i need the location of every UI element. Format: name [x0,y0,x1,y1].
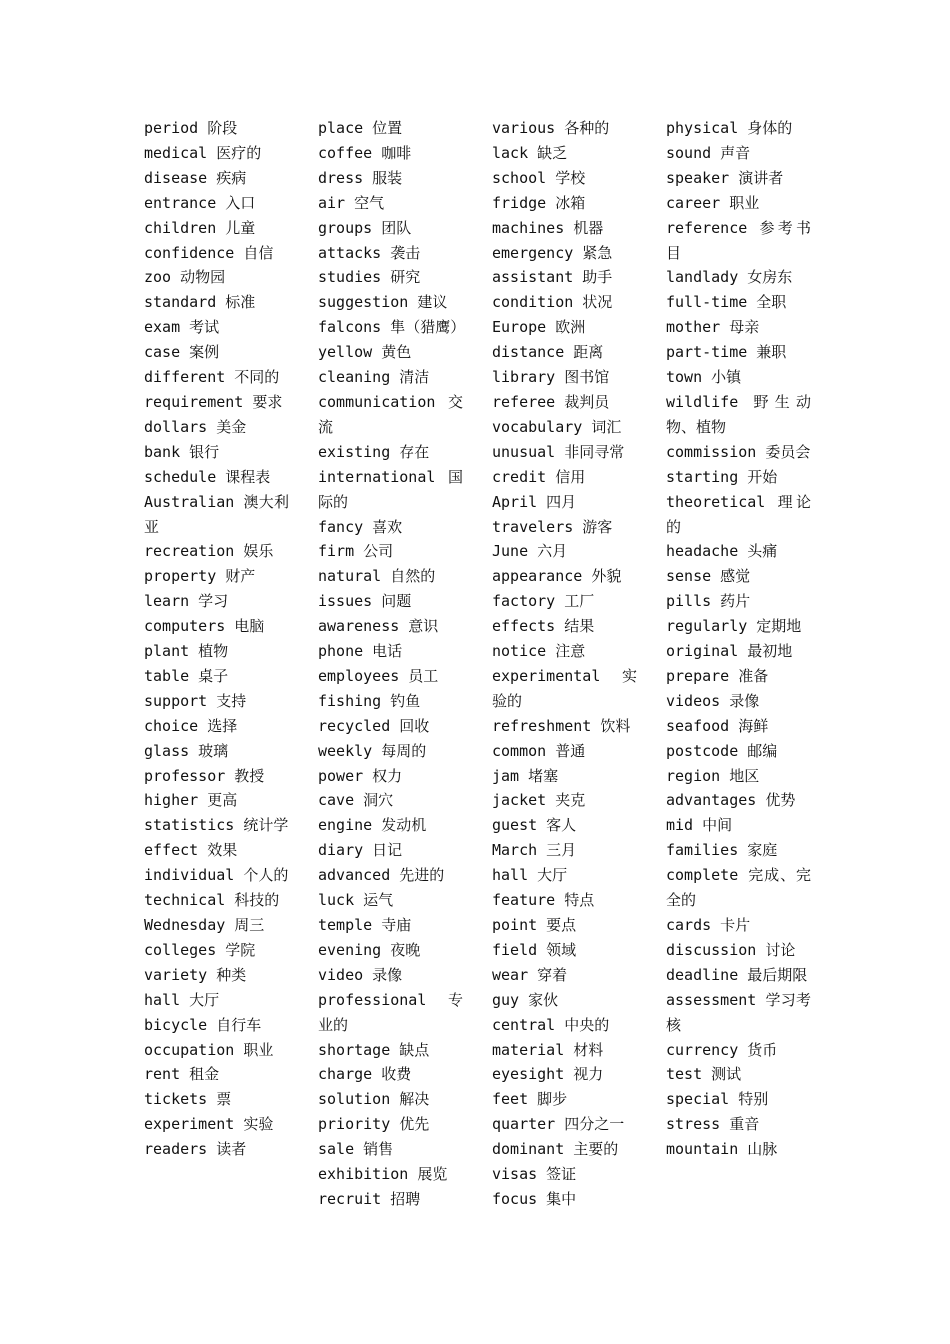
vocab-entry: unusual 非同寻常 [492,442,625,461]
vocab-entry: jam 堵塞 [492,766,559,785]
vocab-entry: natural 自然的 [318,567,436,586]
vocab-entry: field 领域 [492,940,577,959]
vocab-entry: quarter 四分之一 [492,1115,625,1134]
vocab-entry: central 中央的 [492,1015,610,1034]
vocab-entry: prepare 准备 [666,666,769,685]
vocab-entry: stress 重音 [666,1115,760,1134]
vocab-entry: place 位置 [318,119,403,137]
vocab-entry: currency 货币 [666,1040,778,1059]
vocab-entry: headache 头痛 [666,542,778,561]
vocab-entry: common 普通 [492,741,586,760]
vocab-entry: families 家庭 [666,841,778,860]
vocab-entry: mother 母亲 [666,318,760,337]
vocab-entry: complete 完成、完全的 [666,866,811,910]
vocab-entry: wear 穿着 [492,965,568,984]
vocab-entry: coffee 咖啡 [318,143,412,162]
vocab-entry: exam 考试 [144,318,220,337]
vocab-entry: luck 运气 [318,891,394,910]
vocab-entry: cards 卡片 [666,916,751,934]
vocab-entry: full-time 全职 [666,293,787,312]
vocab-entry: rent 租金 [144,1065,220,1084]
vocab-entry: case 案例 [144,343,220,362]
vocab-entry: Europe 欧洲 [492,318,586,337]
vocab-entry: children 儿童 [144,218,256,237]
vocab-entry: notice 注意 [492,642,586,661]
vocab-entry: material 材料 [492,1040,604,1059]
vocab-entry: April 四月 [492,492,577,511]
vocab-entry: discussion 讨论 [666,940,796,959]
vocab-entry: region 地区 [666,766,760,785]
vocab-entry: employees 员工 [318,666,439,685]
vocab-entry: recycled 回收 [318,716,430,735]
vocab-entry: assistant 助手 [492,268,613,287]
vocab-entry: physical 身体的 [666,119,793,137]
vocab-entry: hall 大厅 [144,990,220,1009]
vocab-entry: credit 信用 [492,467,586,486]
vocab-entry: fishing 钓鱼 [318,691,421,710]
vocab-entry: eyesight 视力 [492,1065,604,1084]
vocab-entry: machines 机器 [492,218,604,237]
vocab-entry: studies 研究 [318,268,421,287]
vocab-entry: recreation 娱乐 [144,542,274,561]
vocab-entry: test 测试 [666,1065,742,1084]
vocab-entry: Wednesday 周三 [144,916,265,934]
vocab-entry: career 职业 [666,193,760,212]
vocab-entry: special 特别 [666,1090,769,1109]
vocab-entry: statistics 统计学 [144,816,289,835]
vocab-entry: videos 录像 [666,691,760,710]
vocab-entry: professor 教授 [144,766,265,785]
vocab-entry: variety 种类 [144,965,247,984]
vocab-entry: evening 夜晚 [318,940,421,959]
vocab-entry: zoo 动物园 [144,268,226,287]
vocab-entry: hall 大厅 [492,866,568,885]
vocab-entry: support 支持 [144,691,247,710]
vocab-entry: technical 科技的 [144,891,280,910]
vocab-entry: experimental 实验的 [492,666,637,710]
vocab-entry: schedule 课程表 [144,467,271,486]
vocab-entry: air 空气 [318,193,385,212]
vocab-entry: power 权力 [318,766,403,785]
vocab-entry: appearance 外貌 [492,567,622,586]
vocab-entry: factory 工厂 [492,592,595,611]
vocab-entry: reference 参考书目 [666,218,811,262]
vocab-entry: solution 解决 [318,1090,430,1109]
vocab-entry: suggestion 建议 [318,293,448,312]
vocab-entry: March 三月 [492,841,577,860]
vocab-entry: regularly 定期地 [666,617,802,636]
vocab-entry: lack 缺乏 [492,143,568,162]
vocab-entry: issues 问题 [318,592,412,611]
vocab-entry: commission 委员会 [666,442,811,461]
vocab-entry: period 阶段 [144,119,238,137]
vocab-entry: requirement 要求 [144,392,283,411]
vocab-entry: fridge 冰箱 [492,193,586,212]
vocab-entry: computers 电脑 [144,617,265,636]
vocab-entry: phone 电话 [318,642,403,661]
vocab-entry: weekly 每周的 [318,741,427,760]
vocab-column-2 [318,116,466,1212]
vocab-entry: original 最初地 [666,642,793,661]
vocab-entry: confidence 自信 [144,243,274,262]
vocab-entry: priority 优先 [318,1115,430,1134]
vocab-entry: yellow 黄色 [318,343,412,362]
vocab-entry: firm 公司 [318,542,394,561]
vocab-entry: attacks 袭击 [318,243,421,262]
vocab-entry: colleges 学院 [144,940,256,959]
vocab-entry: visas 签证 [492,1165,577,1184]
vocab-entry: different 不同的 [144,368,280,387]
vocab-entry: international 国际的 [318,467,463,511]
vocab-entry: existing 存在 [318,442,430,461]
vocab-entry: postcode 邮编 [666,741,778,760]
vocab-column-3 [492,116,637,1212]
vocab-entry: focus 集中 [492,1189,577,1208]
vocab-entry: fancy 喜欢 [318,517,403,536]
vocab-entry: sense 感觉 [666,567,751,586]
vocab-entry: cleaning 清洁 [318,368,430,387]
vocab-entry: video 录像 [318,965,403,984]
vocab-entry: bank 银行 [144,442,220,461]
vocab-entry: Australian 澳大利亚 [144,492,289,536]
vocab-entry: starting 开始 [666,467,778,486]
vocab-entry: distance 距离 [492,343,604,362]
vocab-entry: advanced 先进的 [318,866,445,885]
vocab-entry: medical 医疗的 [144,143,262,162]
vocab-entry: exhibition 展览 [318,1165,448,1184]
vocab-entry: effect 效果 [144,841,238,860]
vocab-entry: dress 服装 [318,168,403,187]
vocab-entry: guy 家伙 [492,990,559,1009]
vocab-entry: seafood 海鲜 [666,716,769,735]
vocab-entry: emergency 紧急 [492,243,613,262]
vocab-entry: shortage 缺点 [318,1040,430,1059]
vocab-entry: tickets 票 [144,1090,232,1109]
vocab-entry: speaker 演讲者 [666,168,784,187]
vocab-entry: temple 寺庙 [318,916,412,934]
vocab-entry: disease 疾病 [144,168,247,187]
vocab-entry: referee 裁判员 [492,392,610,411]
vocab-entry: school 学校 [492,168,586,187]
vocab-entry: advantages 优势 [666,791,796,810]
vocab-entry: mid 中间 [666,816,733,835]
vocab-column-4 [666,116,811,1162]
vocab-entry: June 六月 [492,542,568,561]
vocab-entry: town 小镇 [666,368,742,387]
vocab-entry: dominant 主要的 [492,1140,619,1159]
vocab-entry: sale 销售 [318,1140,394,1159]
vocab-entry: standard 标准 [144,293,256,312]
vocab-entry: property 财产 [144,567,256,586]
vocab-column-1 [144,116,289,1162]
vocab-entry: mountain 山脉 [666,1140,778,1159]
vocab-entry: diary 日记 [318,841,403,860]
vocab-entry: falcons 隼（猎鹰） [318,318,466,337]
vocab-entry: table 桌子 [144,666,229,685]
vocab-entry: engine 发动机 [318,816,427,835]
vocab-entry: condition 状况 [492,293,613,312]
vocab-entry: part-time 兼职 [666,343,787,362]
vocab-entry: plant 植物 [144,642,229,661]
vocab-entry: guest 客人 [492,816,577,835]
vocab-entry: charge 收费 [318,1065,412,1084]
vocab-entry: glass 玻璃 [144,741,229,760]
vocab-entry: point 要点 [492,916,577,934]
vocab-entry: library 图书馆 [492,368,610,387]
vocab-entry: sound 声音 [666,143,751,162]
vocab-entry: occupation 职业 [144,1040,274,1059]
vocab-entry: jacket 夹克 [492,791,586,810]
vocab-entry: landlady 女房东 [666,268,793,287]
vocab-entry: individual 个人的 [144,866,289,885]
vocab-entry: recruit 招聘 [318,1189,421,1208]
vocab-entry: communication 交流 [318,392,463,436]
vocab-entry: readers 读者 [144,1140,247,1159]
vocab-entry: higher 更高 [144,791,238,810]
vocab-entry: assessment 学习考核 [666,990,811,1034]
vocab-entry: awareness 意识 [318,617,439,636]
vocab-entry: vocabulary 词汇 [492,417,622,436]
vocab-entry: travelers 游客 [492,517,613,536]
vocab-entry: groups 团队 [318,218,412,237]
vocab-entry: refreshment 饮料 [492,716,631,735]
vocab-entry: feet 脚步 [492,1090,568,1109]
vocab-entry: cave 洞穴 [318,791,394,810]
vocab-entry: pills 药片 [666,592,751,611]
vocab-entry: entrance 入口 [144,193,256,212]
vocab-entry: various 各种的 [492,119,610,137]
vocab-entry: professional 专业的 [318,990,463,1034]
vocab-entry: theoretical 理论的 [666,492,811,536]
vocab-entry: deadline 最后期限 [666,965,808,984]
vocab-entry: feature 特点 [492,891,595,910]
vocab-entry: effects 结果 [492,617,595,636]
vocab-entry: wildlife 野生动物、植物 [666,392,811,436]
vocab-entry: bicycle 自行车 [144,1015,262,1034]
vocab-entry: dollars 美金 [144,417,247,436]
vocab-entry: learn 学习 [144,592,229,611]
vocab-entry: experiment 实验 [144,1115,274,1134]
vocab-entry: choice 选择 [144,716,238,735]
